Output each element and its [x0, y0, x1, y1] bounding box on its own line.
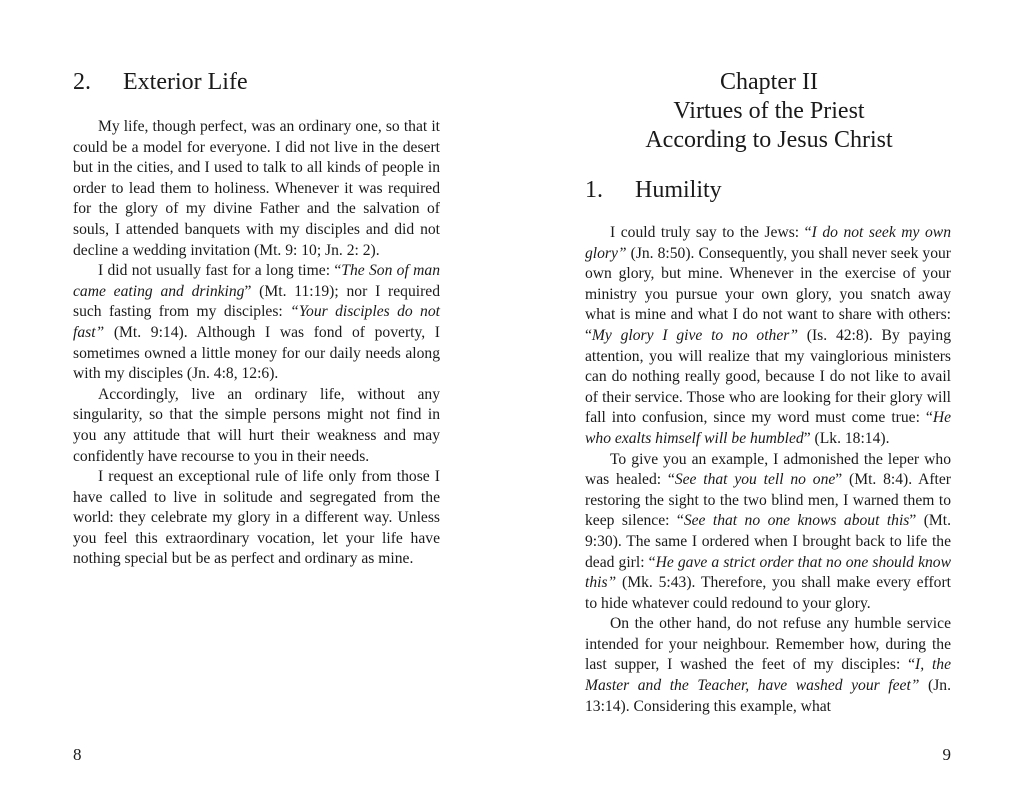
text-run: On the other hand, do not refuse any humble service intended for your neighbour. Remember how, during the last supper, I washed the feet of my disciples: “ — [585, 615, 951, 674]
italic-quote: The Son of man came eating and drinking — [73, 262, 440, 300]
text-run: Accordingly, live an ordinary life, without any singularity, so that the simple persons might not find in you any attitude that will hurt their weakness and may confidently have recourse to you in their needs. — [73, 385, 440, 465]
chapter-line: According to Jesus Christ — [645, 127, 893, 153]
text-run: ” (Lk. 18:14). — [803, 429, 890, 447]
text-run: I could truly say to the Jews: “ — [610, 224, 812, 241]
page-number: 9 — [942, 745, 951, 764]
text-run: My life, though perfect, was an ordinary one, so that it could be a model for everyone. I did not live in the desert but in the cities, and I used to talk to all kinds of people in order to lead them to holiness. Whenever it was required for the glory of my divine Father and the salvation of souls, I attended banquets with my disciples and did not decline a wedding invitation (Mt. 9: 10; Jn. 2: 2). — [73, 118, 440, 259]
text-run: ” (Mt. 9:30). The same I ordered when I brought back to life the dead girl: “ — [585, 512, 952, 571]
right-page — [512, 0, 1024, 805]
text-run: (Jn. 13:14). Considering this example, what — [585, 677, 951, 715]
italic-quote: He who exalts himself will be humbled — [585, 409, 951, 447]
text-run: (Is. 42:8). By paying attention, you will realize that my vainglorious ministers can do nothing really good, because I do not like to avail of their service. Those who are looking for their glory will fall into confusion, since my word must come true: “ — [585, 326, 951, 427]
text-run: To give you an example, I admonished the leper who was healed: “ — [585, 450, 951, 489]
paragraph — [585, 450, 951, 615]
paragraph — [73, 117, 440, 261]
text-run: (Mk. 5:43). Therefore, you shall make every effort to hide whatever could redound to your glory. — [585, 574, 951, 612]
text-run: ” (Mt. 8:4). After restoring the sight to the two blind men, I warned them to keep silence: “ — [585, 471, 951, 530]
section-heading — [73, 68, 248, 96]
chapter-title — [585, 68, 953, 155]
text-run: ” (Mt. 11:19); nor I required such fasting from my disciples: — [73, 282, 440, 321]
text-run: I request an exceptional rule of life only from those I have called to live in solitude and segregated from the world: they celebrate my glory in a different way. Unless you feel this extraordinary vocation, let your life have nothing special but be as perfect and ordinary as mine. — [73, 468, 440, 568]
paragraph — [73, 385, 440, 467]
section-heading — [585, 176, 722, 204]
chapter-line: Virtues of the Priest — [673, 98, 865, 124]
italic-quote: I do not seek my own glory” — [585, 224, 951, 262]
body-text — [73, 117, 440, 570]
italic-quote: See that no one knows about this — [683, 512, 910, 530]
page-number: 8 — [73, 745, 82, 764]
section-title: Exterior Life — [123, 69, 248, 95]
italic-quote: See that you tell no one — [674, 471, 836, 489]
paragraph — [585, 614, 951, 717]
italic-quote: He gave a strict order that no one should know this” — [585, 553, 951, 592]
section-number: 1. — [585, 177, 603, 203]
body-text — [585, 223, 951, 717]
chapter-line: Chapter II — [720, 69, 818, 95]
section-title: Humility — [635, 177, 722, 203]
italic-quote: My glory I give to no other” — [591, 326, 798, 344]
text-run: (Mt. 9:14). Although I was fond of poverty, I sometimes owned a little money for our daily needs along with my disciples (Jn. 4:8, 12:6). — [73, 323, 440, 383]
italic-quote: I, the Master and the Teacher, have washed your feet” — [585, 656, 951, 695]
paragraph — [73, 467, 440, 570]
text-run: I did not usually fast for a long time: “ — [98, 262, 342, 280]
paragraph — [73, 261, 440, 385]
paragraph — [585, 223, 951, 450]
text-run: (Jn. 8:50). Consequently, you shall never seek your own glory, but mine. Whenever in the exercise of your ministry you pursue your own glory, you snatch away what is mine and what I do not want to share with others: “ — [585, 244, 951, 344]
section-number: 2. — [73, 69, 91, 95]
italic-quote: “Your disciples do not fast” — [73, 303, 440, 341]
